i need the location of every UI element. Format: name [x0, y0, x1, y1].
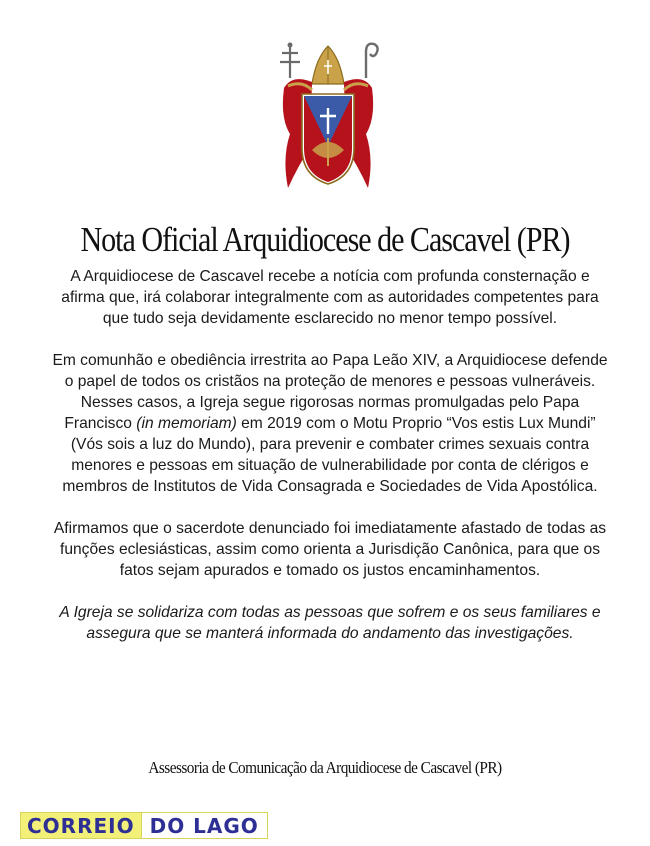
coat-of-arms-icon	[272, 38, 384, 198]
paragraph-3: Afirmamos que o sacerdote denunciado foi imediatamente afastado de todas as funções eclesiásticas, assim como orienta a Jurisdição Canônica, para que os fatos sejam apurados e tomado os justos encaminhamentos.	[53, 520, 607, 579]
paragraph-1: A Arquidiocese de Cascavel recebe a notícia com profunda consternação e afirma que, irá colaborar integralmente com as autoridades competentes para que tudo seja devidamente esclarecido no menor tempo possível.	[61, 268, 599, 327]
page-title: Nota Oficial Arquidiocese de Cascavel (PR)	[80, 220, 570, 259]
watermark-part-1: CORREIO	[20, 812, 142, 839]
paragraph-2-text-a: Em comunhão e obediência irrestrita ao Papa Leão XIV, a Arquidiocese defende o papel de todos os cristãos na proteção de menores e pessoas vulneráveis. Nesses casos, a Igreja segue rigorosas normas promulgadas pelo Papa Francisco	[52, 352, 608, 432]
watermark-part-2: DO LAGO	[142, 812, 268, 839]
note-body	[50, 266, 610, 665]
paragraph-2	[50, 350, 610, 497]
paragraph-2-text-b: em 2019 com o Motu Proprio “Vos estis Lux Mundi” (Vós sois a luz do Mundo), para prevenir e combater crimes sexuais contra menores e pessoas em situação de vulnerabilidade por conta de clérigos e membros de Institutos de Vida Consagrada e Sociedades de Vida Apostólica.	[62, 415, 598, 495]
watermark-logo	[20, 812, 268, 839]
paragraph-4: A Igreja se solidariza com todas as pessoas que sofrem e os seus familiares e assegura que se manterá informada do andamento das investigações.	[59, 604, 601, 642]
signature: Assessoria de Comunicação da Arquidiocese de Cascavel (PR)	[148, 758, 502, 777]
paragraph-2-italic: (in memoriam)	[136, 415, 237, 432]
